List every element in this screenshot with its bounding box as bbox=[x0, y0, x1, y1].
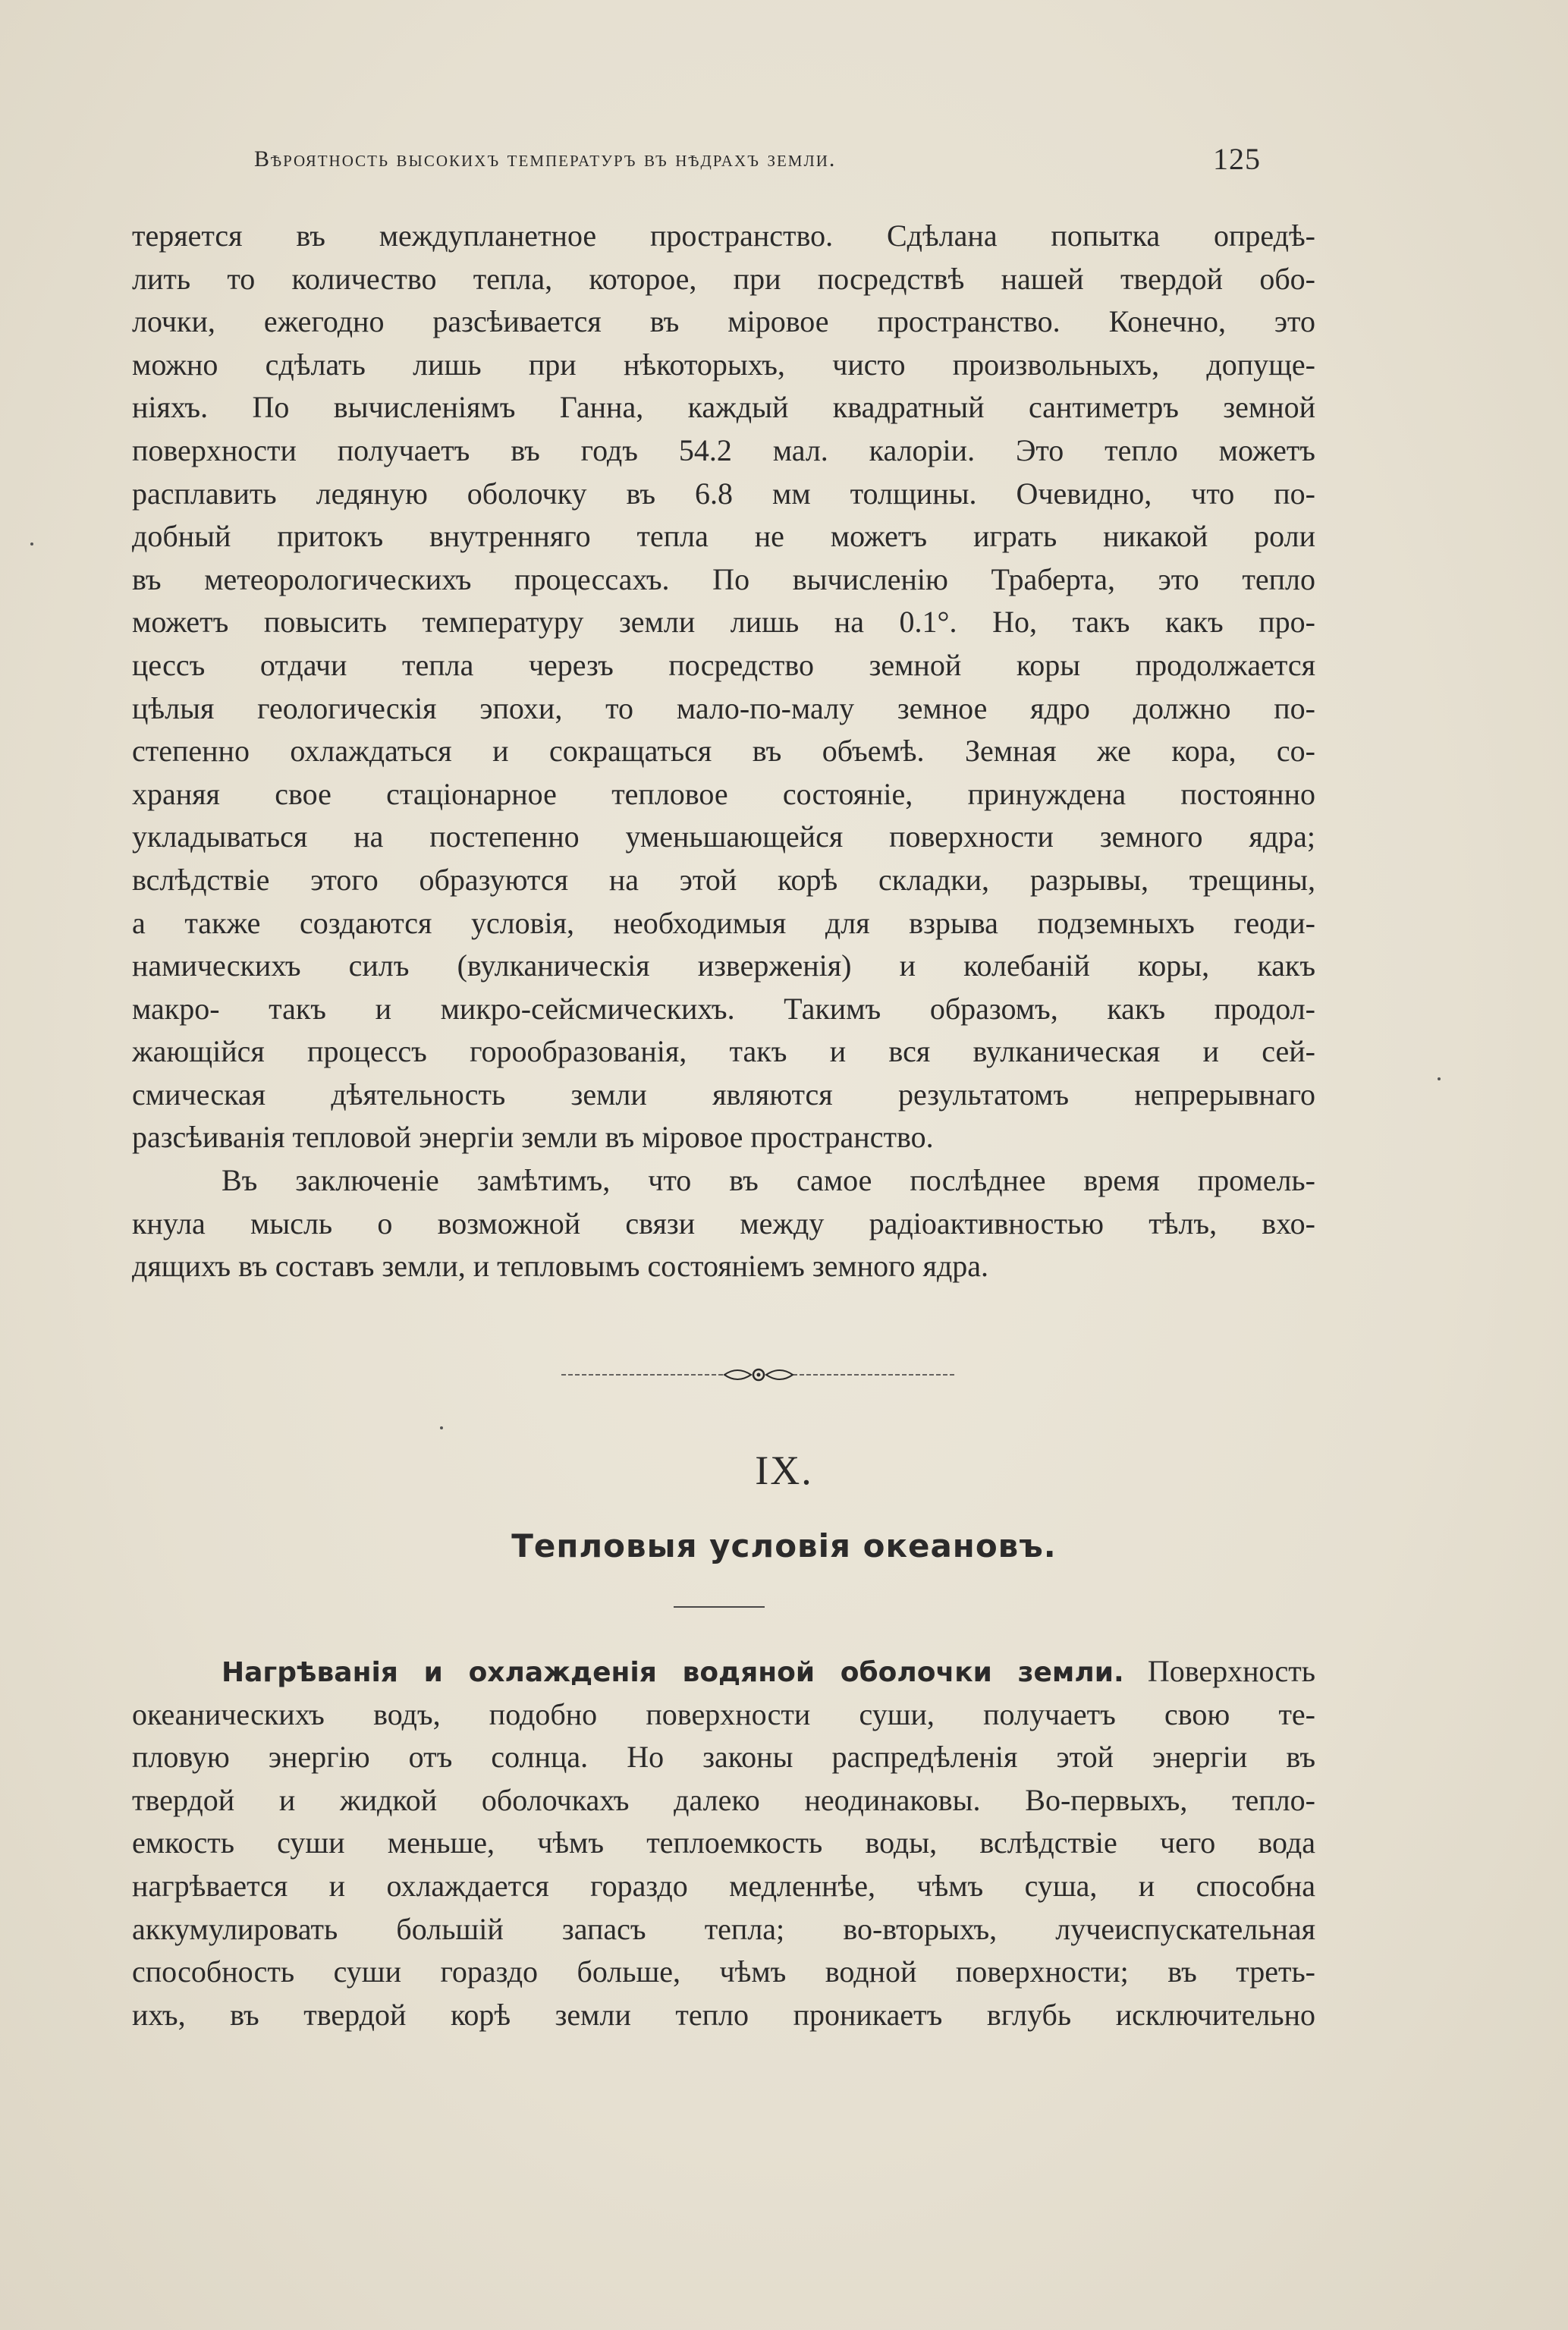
text-line: ихъ, въ твердой корѣ земли тепло проникаетъ вглубь исключительно bbox=[132, 1997, 1315, 2032]
paragraph-ocean-heating bbox=[132, 1650, 1315, 2036]
lead-line-rest: Поверхность bbox=[1147, 1654, 1315, 1688]
title-rule bbox=[674, 1606, 765, 1608]
text-line: дящихъ въ составъ земли, и тепловымъ состояніемъ земного ядра. bbox=[132, 1249, 989, 1284]
text-line: можетъ повысить температуру земли лишь на 0.1°. Но, такъ какъ про- bbox=[132, 605, 1315, 640]
text-line: ніяхъ. По вычисленіямъ Ганна, каждый квадратный сантиметръ земной bbox=[132, 390, 1315, 425]
section-ornament bbox=[561, 1363, 956, 1386]
text-line: макро- такъ и микро-сейсмическихъ. Такимъ образомъ, какъ продол- bbox=[132, 991, 1315, 1026]
running-head bbox=[254, 137, 1295, 182]
text-line: намическихъ силъ (вулканическія изверженія) и колебаній коры, какъ bbox=[132, 948, 1315, 983]
text-line: лочки, ежегодно разсѣивается въ міровое пространство. Конечно, это bbox=[132, 304, 1315, 339]
text-line: лить то количество тепла, которое, при посредствѣ нашей твердой обо- bbox=[132, 261, 1315, 296]
paper-speck bbox=[1438, 1077, 1441, 1080]
text-line: аккумулировать большій запасъ тепла; во-вторыхъ, лучеиспускательная bbox=[132, 1911, 1315, 1946]
subsection-lead: Нагрѣванія и охлажденія водяной оболочки земли. bbox=[222, 1657, 1124, 1688]
text-line: Въ заключеніе замѣтимъ, что въ самое послѣднее время промель- bbox=[222, 1163, 1315, 1198]
text-line: укладываться на постепенно уменьшающейся поверхности земного ядра; bbox=[132, 819, 1315, 854]
text-line: нагрѣвается и охлаждается гораздо медленнѣе, чѣмъ суша, и способна bbox=[132, 1868, 1315, 1903]
page-number: 125 bbox=[1213, 142, 1261, 176]
paragraph-heat-dissipation bbox=[132, 215, 1315, 1288]
text-line: твердой и жидкой оболочкахъ далеко неодинаковы. Во-первыхъ, тепло- bbox=[132, 1782, 1315, 1817]
text-line: разсѣиванія тепловой энергіи земли въ міровое пространство. bbox=[132, 1120, 934, 1155]
section-title: Тепловыя условія океановъ. bbox=[511, 1527, 1057, 1564]
text-line: жающійся процессъ горообразованія, такъ и вся вулканическая и сей- bbox=[132, 1034, 1315, 1069]
text-line: способность суши гораздо больше, чѣмъ водной поверхности; въ треть- bbox=[132, 1954, 1315, 1989]
paper-speck bbox=[440, 1426, 443, 1429]
text-line: расплавить ледяную оболочку въ 6.8 мм толщины. Очевидно, что по- bbox=[132, 476, 1315, 511]
text-line: можно сдѣлать лишь при нѣкоторыхъ, чисто произвольныхъ, допуще- bbox=[132, 347, 1315, 382]
text-line: храняя свое стаціонарное тепловое состояніе, принуждена постоянно bbox=[132, 776, 1315, 811]
text-line: степенно охлаждаться и сокращаться въ объемѣ. Земная же кора, со- bbox=[132, 734, 1315, 769]
text-line-lead bbox=[132, 1650, 1315, 1693]
text-line: добный притокъ внутренняго тепла не можетъ играть никакой роли bbox=[132, 519, 1315, 554]
text-line: пловую энергію отъ солнца. Но законы распредѣленія этой энергіи въ bbox=[132, 1740, 1315, 1775]
text-line: въ метеорологическихъ процессахъ. По вычисленію Траберта, это тепло bbox=[132, 561, 1315, 596]
text-line: океаническихъ водъ, подобно поверхности суши, получаетъ свою те- bbox=[132, 1696, 1315, 1731]
paper-speck bbox=[30, 542, 33, 546]
text-line: теряется въ междупланетное пространство. Сдѣлана попытка опредѣ- bbox=[132, 219, 1315, 253]
text-line: поверхности получаетъ въ годъ 54.2 мал. калоріи. Это тепло можетъ bbox=[132, 432, 1315, 467]
text-line: кнула мысль о возможной связи между радіоактивностью тѣлъ, вхо- bbox=[132, 1206, 1315, 1240]
text-line: вслѣдствіе этого образуются на этой корѣ складки, разрывы, трещины, bbox=[132, 862, 1315, 897]
text-line: емкость суши меньше, чѣмъ теплоемкость воды, вслѣдствіе чего вода bbox=[132, 1825, 1315, 1860]
section-number: IX. bbox=[755, 1448, 813, 1493]
text-line: цессъ отдачи тепла черезъ посредство земной коры продолжается bbox=[132, 647, 1315, 682]
running-head-title: Вѣроятность высокихъ температуръ въ нѣдрахъ земли. bbox=[254, 146, 837, 171]
text-line: а также создаются условія, необходимыя для взрыва подземныхъ геоди- bbox=[132, 905, 1315, 940]
text-line: цѣлыя геологическія эпохи, то мало-по-малу земное ядро должно по- bbox=[132, 690, 1315, 725]
text-line: смическая дѣятельность земли являются результатомъ непрерывнаго bbox=[132, 1077, 1315, 1112]
